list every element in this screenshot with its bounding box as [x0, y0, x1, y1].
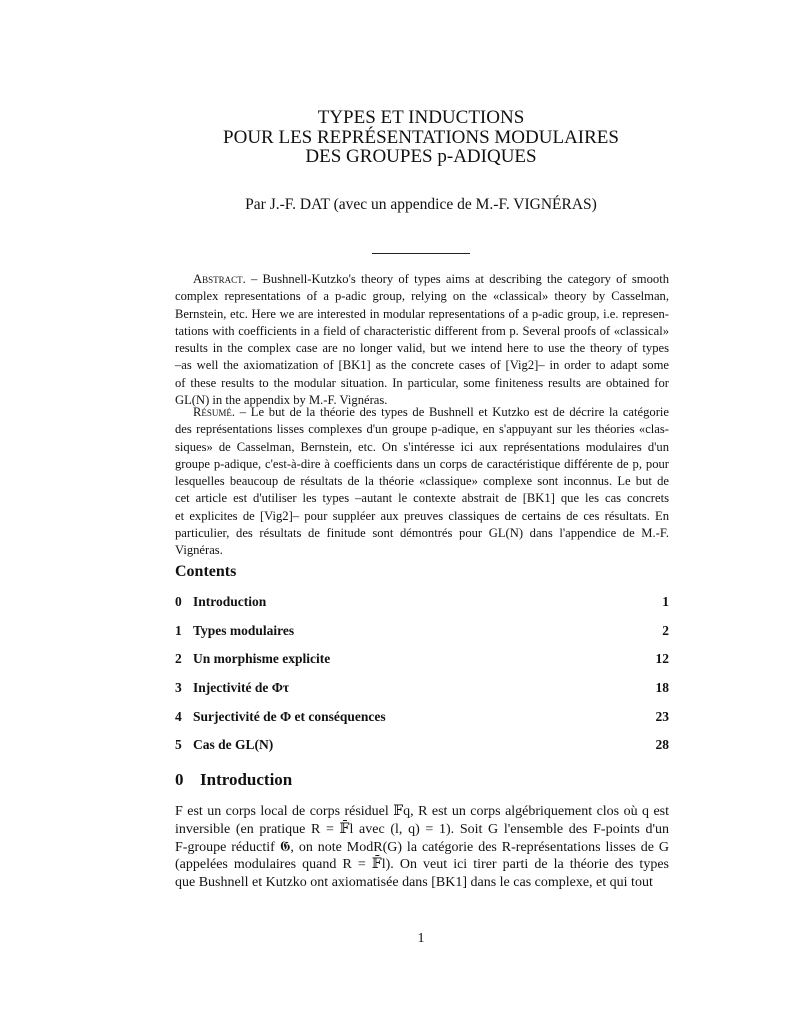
section-label: Résumé.: [193, 405, 236, 419]
title-line: POUR LES REPRÉSENTATIONS MODULAIRES: [223, 126, 619, 148]
line-text: – Le but de la théorie des types de Bushnell et Kutzko est de décrire la catégorie: [235, 405, 669, 419]
toc-number: 3: [175, 680, 182, 696]
title-line: DES GROUPES p-ADIQUES: [305, 146, 537, 167]
toc-entry[interactable]: [175, 649, 669, 678]
author-line: Par J.-F. DAT (avec un appendice de M.-F. VIGNÉRAS): [245, 196, 597, 213]
text-line: [175, 404, 669, 421]
text-line: [175, 271, 669, 288]
text-line: F-groupe réductif 𝕲, on note ModR(G) la catégorie des R-représentations lisses de G: [175, 839, 669, 855]
text-line: inversible (en pratique R = 𝔽̄l avec (l, q) = 1). Soit G l'ensemble des F-points d'un: [175, 821, 669, 837]
line-text: particulier, des résultats de finitude sont démontrés pour GL(N) dans l'appendice de M.-F.: [175, 526, 669, 541]
divider: [372, 253, 470, 254]
line-text: GL(N) in the appendix by M.-F. Vignéras.: [175, 393, 388, 408]
text-line: [175, 456, 669, 473]
line-text: – Bushnell-Kutzko's theory of types aims at describing the category of smooth: [245, 272, 669, 286]
toc-label: Introduction: [193, 594, 267, 609]
toc-entry[interactable]: [175, 735, 669, 764]
title-line: TYPES ET INDUCTIONS: [317, 107, 525, 128]
toc-page: 2: [662, 622, 669, 638]
toc-entry[interactable]: [175, 707, 669, 736]
page-number: 1: [417, 931, 425, 946]
toc-number: 5: [175, 737, 182, 753]
toc-page: 23: [655, 708, 669, 724]
text-line: [175, 439, 669, 456]
line-text: of these results to the modular situation. In particular, some finiteness results are obtained for: [175, 375, 669, 390]
text-line: [175, 490, 669, 507]
line-text: groupe p-adique, c'est-à-dire à coefficients dans un corps de caractéristique différente de p, pour: [175, 456, 669, 471]
line-text: results in the complex case are no longer valid, but we intend here to use the theory of types: [175, 341, 669, 356]
toc-page: 18: [655, 680, 669, 696]
section-number: 0: [175, 770, 184, 789]
text-line: [175, 288, 669, 305]
line-text: et explicites de [Vig2]– pour suppléer aux preuves classiques de certains de ces résultats. En: [175, 508, 669, 523]
abstract: [175, 271, 669, 409]
toc-number: 4: [175, 708, 182, 724]
toc-label: Un morphisme explicite: [193, 651, 331, 667]
toc-page: 1: [662, 594, 669, 609]
table-of-contents: [175, 592, 669, 764]
line-text: des représentations lisses complexes d'un groupe p-adique, en s'appuyant sur les théories «clas-: [175, 422, 669, 437]
line-text: siques» de Casselman, Bernstein, etc. On s'intéresse ici aux représentations modulaires d'un: [175, 439, 669, 454]
contents-heading: Contents: [175, 563, 237, 580]
text-line: [175, 375, 669, 392]
toc-entry[interactable]: [175, 592, 669, 621]
paper-title: [0, 108, 791, 167]
text-line: F est un corps local de corps résiduel 𝔽q, R est un corps algébriquement clos où q est: [175, 804, 669, 819]
line-text: tations with coefficients in a field of characteristic different from p. Several proofs of «classical»: [175, 323, 669, 338]
toc-number: 2: [175, 651, 182, 667]
text-line: [175, 323, 669, 340]
toc-label: Injectivité de Φτ: [193, 680, 290, 696]
text-line: [175, 525, 669, 542]
section-heading-introduction: [175, 770, 292, 790]
section-title: Introduction: [200, 770, 293, 789]
line-text: –as well the axiomatization of [BK1] as the concrete cases of [Vig2]– in order to adapt some: [175, 358, 669, 373]
text-line: [175, 340, 669, 357]
line-text: complex representations of a p-adic group, relying on the «classical» theory by Casselman,: [175, 289, 669, 304]
toc-entry[interactable]: [175, 678, 669, 707]
text-line: [175, 306, 669, 323]
introduction-body: [175, 803, 669, 892]
line-text: cet article est d'utiliser les types –autant le contexte abstrait de [BK1] que les cas concrets: [175, 491, 669, 506]
text-line: [175, 508, 669, 525]
section-label: Abstract.: [193, 272, 246, 286]
text-line: [175, 357, 669, 374]
resume: [175, 404, 669, 560]
toc-number: 1: [175, 622, 182, 638]
line-text: Vignéras.: [175, 543, 223, 558]
text-line: [175, 421, 669, 438]
line-text: Bernstein, etc. Here we are interested in modular representations of a p-adic group, i.e. represen-: [175, 306, 669, 321]
text-line: [175, 473, 669, 490]
toc-label: Surjectivité de Φ et conséquences: [193, 708, 386, 724]
toc-page: 28: [655, 737, 669, 753]
text-line: (appelées modulaires quand R = 𝔽̄l). On veut ici tirer parti de la théorie des types: [175, 857, 669, 873]
line-text: lesquelles beaucoup de résultats de la théorie «classique» complexe sont inconnus. Le but de: [175, 474, 669, 489]
toc-entry[interactable]: [175, 621, 669, 650]
text-line: [175, 542, 669, 559]
toc-number: 0: [175, 594, 182, 609]
toc-page: 12: [655, 651, 669, 667]
toc-label: Cas de GL(N): [193, 737, 274, 753]
text-line: que Bushnell et Kutzko ont axiomatisée dans [BK1] dans le cas complexe, et qui tout: [175, 875, 653, 891]
toc-label: Types modulaires: [193, 622, 295, 638]
